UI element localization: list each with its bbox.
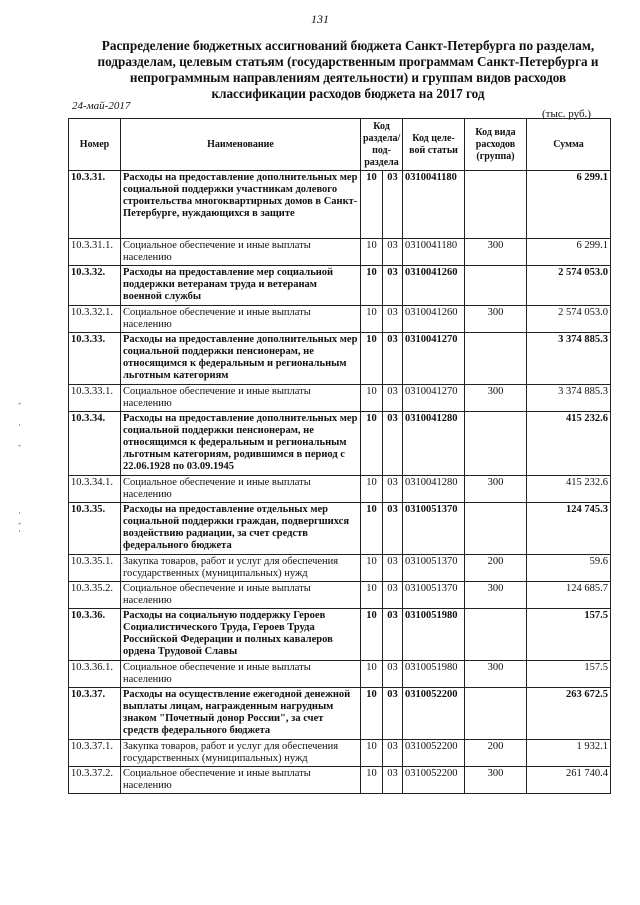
row-number: 10.3.34.1. xyxy=(69,476,121,503)
row-subsection: 03 xyxy=(383,333,403,385)
row-name: Расходы на предоставление дополнительных мер социальной поддержки пенсионерам, не относящимся к федеральным и региональным льготным категориям, родившимся в период с 22.06.1928 по 03.09.1945 xyxy=(121,412,361,476)
row-name: Социальное обеспечение и иные выплаты населению xyxy=(121,476,361,503)
row-number: 10.3.33. xyxy=(69,333,121,385)
row-article: 0310041260 xyxy=(403,306,465,333)
row-subsection: 03 xyxy=(383,582,403,609)
row-number: 10.3.33.1. xyxy=(69,385,121,412)
row-number: 10.3.35.1. xyxy=(69,555,121,582)
document-title: Распределение бюджетных ассигнований бюджета Санкт-Петербурга по разделам, подразделам, целевым статьям (государственным программам Санкт-Петербурга и непрограммным направлениям деятельности) и группам видов расходов классификации расходов бюджета на 2017 год xyxy=(97,38,599,101)
row-section: 10 xyxy=(361,306,383,333)
row-group xyxy=(465,266,527,306)
row-number: 10.3.35.2. xyxy=(69,582,121,609)
row-subsection: 03 xyxy=(383,555,403,582)
row-group xyxy=(465,333,527,385)
row-article: 0310041280 xyxy=(403,412,465,476)
row-subsection: 03 xyxy=(383,609,403,661)
row-article: 0310041270 xyxy=(403,333,465,385)
row-subsection: 03 xyxy=(383,239,403,266)
row-sum: 157.5 xyxy=(527,609,611,661)
row-group xyxy=(465,688,527,740)
table-row xyxy=(69,555,611,582)
row-subsection: 03 xyxy=(383,306,403,333)
row-group: 300 xyxy=(465,582,527,609)
row-section: 10 xyxy=(361,555,383,582)
page-number: 131 xyxy=(311,12,329,26)
row-name: Закупка товаров, работ и услуг для обеспечения государственных (муниципальных) нужд xyxy=(121,740,361,767)
table-row xyxy=(69,688,611,740)
row-group xyxy=(465,171,527,239)
row-subsection: 03 xyxy=(383,740,403,767)
row-number: 10.3.36.1. xyxy=(69,661,121,688)
row-section: 10 xyxy=(361,266,383,306)
row-article: 0310052200 xyxy=(403,740,465,767)
row-number: 10.3.37. xyxy=(69,688,121,740)
margin-mark: · xyxy=(18,526,21,536)
row-section: 10 xyxy=(361,503,383,555)
table-header-row xyxy=(69,119,611,171)
units-label: (тыс. руб.) xyxy=(542,108,591,120)
table-row xyxy=(69,412,611,476)
table-row xyxy=(69,740,611,767)
row-section: 10 xyxy=(361,385,383,412)
header-number: Номер xyxy=(69,119,121,171)
margin-mark: · xyxy=(18,420,21,430)
table-row xyxy=(69,385,611,412)
row-name: Социальное обеспечение и иные выплаты населению xyxy=(121,661,361,688)
row-article: 0310051370 xyxy=(403,582,465,609)
row-group: 300 xyxy=(465,385,527,412)
row-name: Социальное обеспечение и иные выплаты населению xyxy=(121,582,361,609)
table-row xyxy=(69,609,611,661)
table-row xyxy=(69,306,611,333)
margin-marks xyxy=(18,0,32,905)
row-article: 0310051370 xyxy=(403,555,465,582)
row-section: 10 xyxy=(361,476,383,503)
row-name: Социальное обеспечение и иные выплаты населению xyxy=(121,239,361,266)
row-number: 10.3.37.1. xyxy=(69,740,121,767)
row-number: 10.3.34. xyxy=(69,412,121,476)
row-section: 10 xyxy=(361,239,383,266)
row-subsection: 03 xyxy=(383,767,403,794)
header-name: Наименование xyxy=(121,119,361,171)
table-row xyxy=(69,503,611,555)
row-article: 0310041280 xyxy=(403,476,465,503)
row-article: 0310051980 xyxy=(403,609,465,661)
row-article: 0310041180 xyxy=(403,171,465,239)
table-body xyxy=(69,171,611,794)
row-name: Социальное обеспечение и иные выплаты населению xyxy=(121,385,361,412)
row-name: Расходы на предоставление дополнительных мер социальной поддержки пенсионерам, не относящимся к федеральным и региональным льготным категориям xyxy=(121,333,361,385)
table-row xyxy=(69,333,611,385)
row-subsection: 03 xyxy=(383,171,403,239)
row-subsection: 03 xyxy=(383,476,403,503)
row-section: 10 xyxy=(361,333,383,385)
row-subsection: 03 xyxy=(383,412,403,476)
row-sum: 263 672.5 xyxy=(527,688,611,740)
row-article: 0310041180 xyxy=(403,239,465,266)
row-name: Расходы на предоставление отдельных мер социальной поддержки граждан, подвергшихся воздействию радиации, за счет средств федерального бюджета xyxy=(121,503,361,555)
row-number: 10.3.35. xyxy=(69,503,121,555)
table-row xyxy=(69,582,611,609)
row-group: 300 xyxy=(465,661,527,688)
row-article: 0310052200 xyxy=(403,767,465,794)
row-section: 10 xyxy=(361,171,383,239)
row-group xyxy=(465,609,527,661)
row-number: 10.3.32. xyxy=(69,266,121,306)
row-section: 10 xyxy=(361,609,383,661)
row-section: 10 xyxy=(361,767,383,794)
margin-mark: - xyxy=(18,518,21,528)
row-name: Расходы на предоставление мер социальной поддержки ветеранам труда и ветеранам военной службы xyxy=(121,266,361,306)
row-sum: 415 232.6 xyxy=(527,476,611,503)
header-group: Код вида расходов (группа) xyxy=(465,119,527,171)
table-row xyxy=(69,767,611,794)
row-sum: 3 374 885.3 xyxy=(527,385,611,412)
row-subsection: 03 xyxy=(383,503,403,555)
header-article: Код целе- вой статьи xyxy=(403,119,465,171)
budget-table xyxy=(68,118,611,794)
row-sum: 124 745.3 xyxy=(527,503,611,555)
row-sum: 3 374 885.3 xyxy=(527,333,611,385)
row-name: Закупка товаров, работ и услуг для обеспечения государственных (муниципальных) нужд xyxy=(121,555,361,582)
row-number: 10.3.31.1. xyxy=(69,239,121,266)
row-sum: 6 299.1 xyxy=(527,239,611,266)
margin-mark: - xyxy=(18,440,21,450)
row-sum: 6 299.1 xyxy=(527,171,611,239)
row-name: Расходы на предоставление дополнительных мер социальной поддержки участникам долевого строительства многоквартирных домов в Санкт-Петербурге, нуждающихся в защите xyxy=(121,171,361,239)
table-row xyxy=(69,171,611,239)
row-sum: 2 574 053.0 xyxy=(527,266,611,306)
row-article: 0310051370 xyxy=(403,503,465,555)
row-group: 300 xyxy=(465,239,527,266)
header-sum: Сумма xyxy=(527,119,611,171)
row-group: 300 xyxy=(465,476,527,503)
row-sum: 59.6 xyxy=(527,555,611,582)
row-number: 10.3.37.2. xyxy=(69,767,121,794)
table-row xyxy=(69,239,611,266)
row-subsection: 03 xyxy=(383,385,403,412)
table-row xyxy=(69,266,611,306)
row-name: Расходы на социальную поддержку Героев Социалистического Труда, Героев Труда Российской Федерации и полных кавалеров ордена Трудовой Славы xyxy=(121,609,361,661)
row-article: 0310051980 xyxy=(403,661,465,688)
row-group: 300 xyxy=(465,767,527,794)
margin-mark: · xyxy=(18,508,21,518)
row-name: Социальное обеспечение и иные выплаты населению xyxy=(121,767,361,794)
row-group xyxy=(465,412,527,476)
row-section: 10 xyxy=(361,740,383,767)
row-group: 200 xyxy=(465,740,527,767)
row-article: 0310052200 xyxy=(403,688,465,740)
margin-mark: - xyxy=(18,398,21,408)
row-sum: 1 932.1 xyxy=(527,740,611,767)
row-section: 10 xyxy=(361,661,383,688)
document-date: 24-май-2017 xyxy=(72,100,131,112)
row-name: Расходы на осуществление ежегодной денежной выплаты лицам, награжденным нагрудным знаком "Почетный донор России", за счет средств федерального бюджета xyxy=(121,688,361,740)
row-sum: 415 232.6 xyxy=(527,412,611,476)
row-number: 10.3.32.1. xyxy=(69,306,121,333)
row-sum: 157.5 xyxy=(527,661,611,688)
header-section: Код раздела/ под- раздела xyxy=(361,119,403,171)
row-section: 10 xyxy=(361,412,383,476)
row-sum: 124 685.7 xyxy=(527,582,611,609)
row-group: 200 xyxy=(465,555,527,582)
row-sum: 261 740.4 xyxy=(527,767,611,794)
row-section: 10 xyxy=(361,582,383,609)
row-group: 300 xyxy=(465,306,527,333)
row-subsection: 03 xyxy=(383,661,403,688)
row-group xyxy=(465,503,527,555)
row-number: 10.3.31. xyxy=(69,171,121,239)
row-subsection: 03 xyxy=(383,266,403,306)
row-number: 10.3.36. xyxy=(69,609,121,661)
row-sum: 2 574 053.0 xyxy=(527,306,611,333)
row-article: 0310041260 xyxy=(403,266,465,306)
row-name: Социальное обеспечение и иные выплаты населению xyxy=(121,306,361,333)
row-section: 10 xyxy=(361,688,383,740)
row-subsection: 03 xyxy=(383,688,403,740)
table-row xyxy=(69,661,611,688)
table-row xyxy=(69,476,611,503)
row-article: 0310041270 xyxy=(403,385,465,412)
